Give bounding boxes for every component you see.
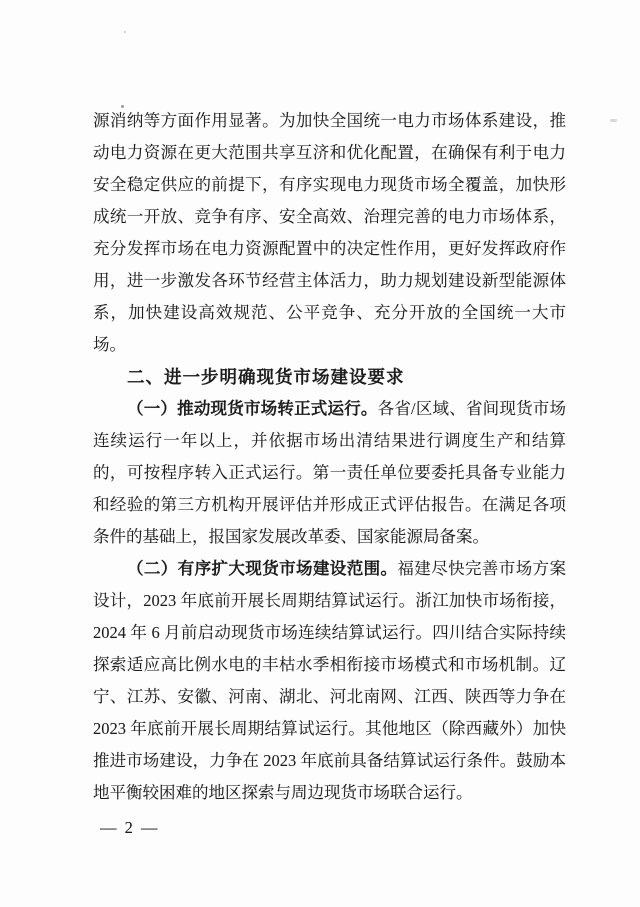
scan-speck — [124, 31, 126, 33]
body-line: 用，进一步激发各环节经营主体活力，助力规划建设新型能源体 — [93, 271, 566, 290]
page-number: — 2 — — [100, 818, 160, 837]
body-line: 条件的基础上，报国家发展改革委、国家能源局备案。 — [93, 527, 489, 546]
body-line: 场。 — [93, 335, 126, 354]
scan-speck — [610, 119, 617, 122]
section-heading: 二、进一步明确现货市场建设要求 — [127, 367, 405, 387]
document-body — [93, 105, 566, 844]
body-line: 的，可按程序转入正式运行。第一责任单位要委托具备专业能力 — [93, 463, 566, 482]
body-line: 推进市场建设，力争在 2023 年底前具备结算试运行条件。鼓励本 — [93, 751, 566, 770]
body-line: 连续运行一年以上，并依据市场出清结果进行调度生产和结算 — [93, 431, 566, 450]
section1-first-line-rest: 各省/区域、省间现货市场 — [377, 399, 566, 418]
body-line: 充分发挥市场在电力资源配置中的决定性作用，更好发挥政府作 — [93, 239, 566, 258]
body-line: 设计，2023 年底前开展长周期结算试运行。浙江加快市场衔接， — [93, 591, 566, 610]
body-line: 成统一开放、竞争有序、安全高效、治理完善的电力市场体系， — [93, 207, 566, 226]
body-line: 系，加快建设高效规范、公平竞争、充分开放的全国统一大市 — [93, 303, 566, 322]
body-line: 动电力资源在更大范围共享互济和优化配置，在确保有利于电力 — [93, 143, 566, 162]
body-line: 和经验的第三方机构开展评估并形成正式评估报告。在满足各项 — [93, 495, 566, 514]
body-line — [93, 393, 566, 425]
section2-lead: （二）有序扩大现货市场建设范围。 — [127, 559, 398, 578]
body-line: 源消纳等方面作用显著。为加快全国统一电力市场体系建设，推 — [93, 111, 566, 130]
body-line: 地平衡较困难的地区探索与周边现货市场联合运行。 — [93, 783, 473, 802]
section2-first-line-rest: 福建尽快完善市场方案 — [397, 559, 567, 578]
body-line: 2024 年 6 月前启动现货市场连续结算试运行。四川结合实际持续 — [93, 623, 566, 642]
body-line — [93, 553, 566, 585]
body-line: 宁、江苏、安徽、河南、湖北、河北南网、江西、陕西等力争在 — [93, 687, 566, 706]
body-line: 安全稳定供应的前提下，有序实现电力现货市场全覆盖，加快形 — [93, 175, 566, 194]
body-line: 2023 年底前开展长周期结算试运行。其他地区（除西藏外）加快 — [93, 719, 566, 738]
section1-lead: （一）推动现货市场转正式运行。 — [127, 399, 378, 418]
body-line: 探索适应高比例水电的丰枯水季相衔接市场模式和市场机制。辽 — [93, 655, 566, 674]
